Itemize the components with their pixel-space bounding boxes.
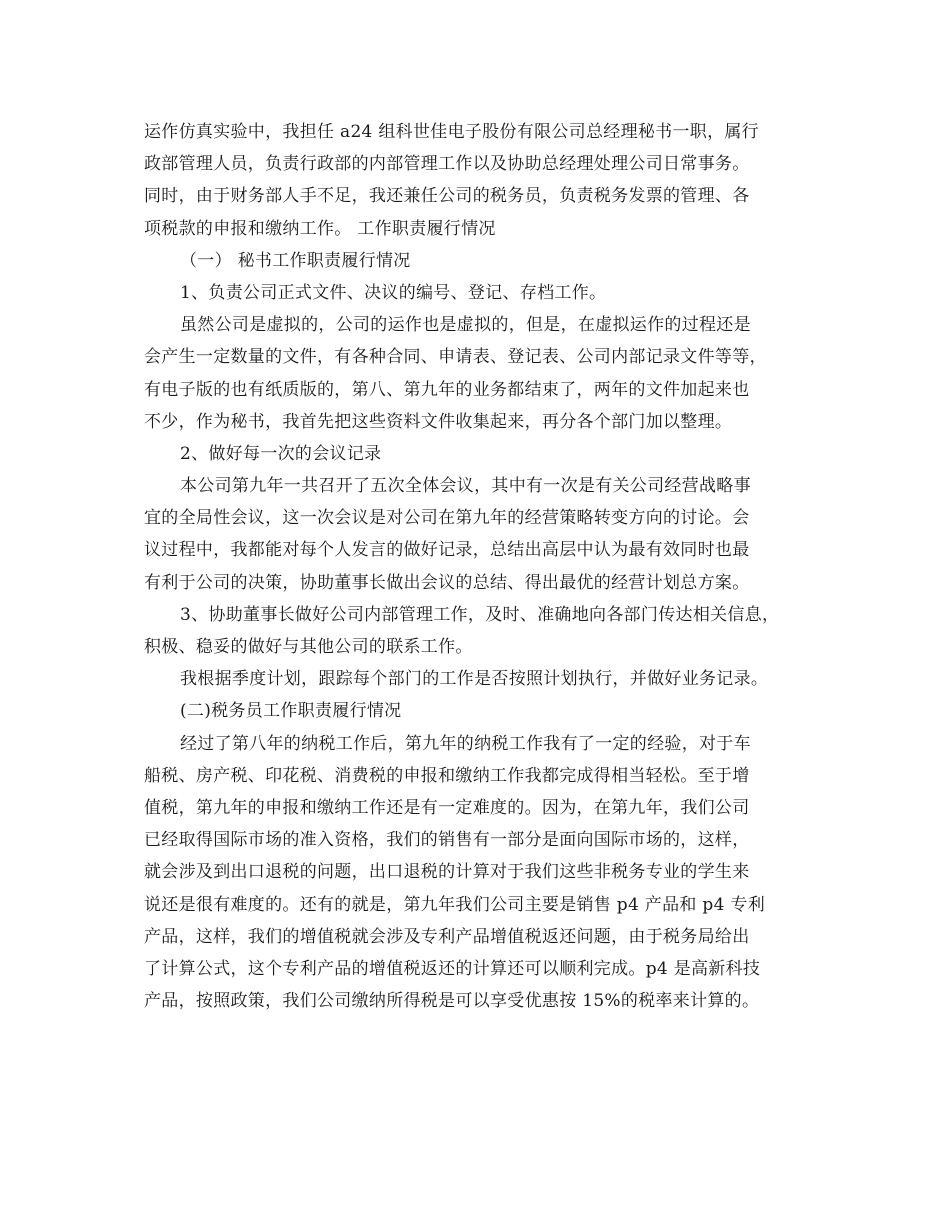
text-line: 虽然公司是虚拟的，公司的运作也是虚拟的，但是，在虚拟运作的过程还是 (180, 315, 751, 336)
text-line: 值税，第九年的申报和缴纳工作还是有一定难度的。因为，在第九年，我们公司 (144, 797, 750, 818)
text-line: 产品，按照政策，我们公司缴纳所得税是可以享受优惠按 15%的税率来计算的。 (144, 991, 760, 1012)
text-line: 本公司第九年一共召开了五次全体会议，其中有一次是有关公司经营战略事 (180, 476, 751, 497)
text-line: 积极、稳妥的做好与其他公司的联系工作。 (144, 637, 473, 657)
text-line: 会产生一定数量的文件，有各种合同、申请表、登记表、公司内部记录文件等等， (144, 347, 767, 368)
text-line: 我根据季度计划，跟踪每个部门的工作是否按照计划执行，并做好业务记录。 (180, 669, 769, 690)
section-heading: （一） 秘书工作职责履行情况 (180, 250, 411, 271)
text-line: 已经取得国际市场的准入资格，我们的销售有一部分是面向国际市场的，这样， (144, 830, 750, 851)
text-line: 产品，这样，我们的增值税就会涉及专利产品增值税返还问题，由于税务局给出 (144, 926, 750, 947)
text-line: 运作仿真实验中，我担任 a24 组科世佳电子股份有限公司总经理秘书一职，属行 (144, 122, 759, 142)
text-line: 项税款的申报和缴纳工作。 工作职责履行情况 (144, 218, 496, 239)
text-line: 经过了第八年的纳税工作后，第九年的纳税工作我有了一定的经验，对于车 (180, 733, 751, 754)
text-line: 同时，由于财务部人手不足，我还兼任公司的税务员，负责税务发票的管理、各 (144, 186, 750, 207)
text-line: 不少，作为秘书，我首先把这些资料文件收集起来，再分各个部门加以整理。 (144, 411, 733, 432)
text-line: 议过程中，我都能对每个人发言的做好记录，总结出高层中认为最有效同时也最 (144, 540, 750, 561)
text-line: 了计算公式，这个专利产品的增值税返还的计算还可以顺利完成。p4 是高新科技 (144, 958, 761, 979)
text-line: 宜的全局性会议，这一次会议是对公司在第九年的经营策略转变方向的讨论。会 (144, 508, 750, 529)
text-line: 有利于公司的决策，协助董事长做出会议的总结、得出最优的经营计划总方案。 (144, 572, 750, 593)
text-line: 有电子版的也有纸质版的，第八、第九年的业务都结束了，两年的文件加起来也 (144, 379, 750, 400)
text-line: 政部管理人员，负责行政部的内部管理工作以及协助总经理处理公司日常事务。 (144, 154, 750, 175)
text-line: 船税、房产税、印花税、消费税的申报和缴纳工作我都完成得相当轻松。至于增 (144, 765, 750, 786)
subsection-heading: 3、协助董事长做好公司内部管理工作，及时、准确地向各部门传达相关信息， (180, 604, 780, 625)
subsection-heading: 2、做好每一次的会议记录 (180, 443, 382, 464)
document-body (144, 116, 824, 1017)
text-line: 就会涉及到出口退税的问题，出口退税的计算对于我们这些非税务专业的学生来 (144, 862, 750, 883)
subsection-heading: 1、负责公司正式文件、决议的编号、登记、存档工作。 (180, 282, 607, 303)
text-line: 说还是很有难度的。还有的就是，第九年我们公司主要是销售 p4 产品和 p4 专利 (144, 894, 766, 915)
section-heading: (二)税务员工作职责履行情况 (180, 701, 402, 722)
